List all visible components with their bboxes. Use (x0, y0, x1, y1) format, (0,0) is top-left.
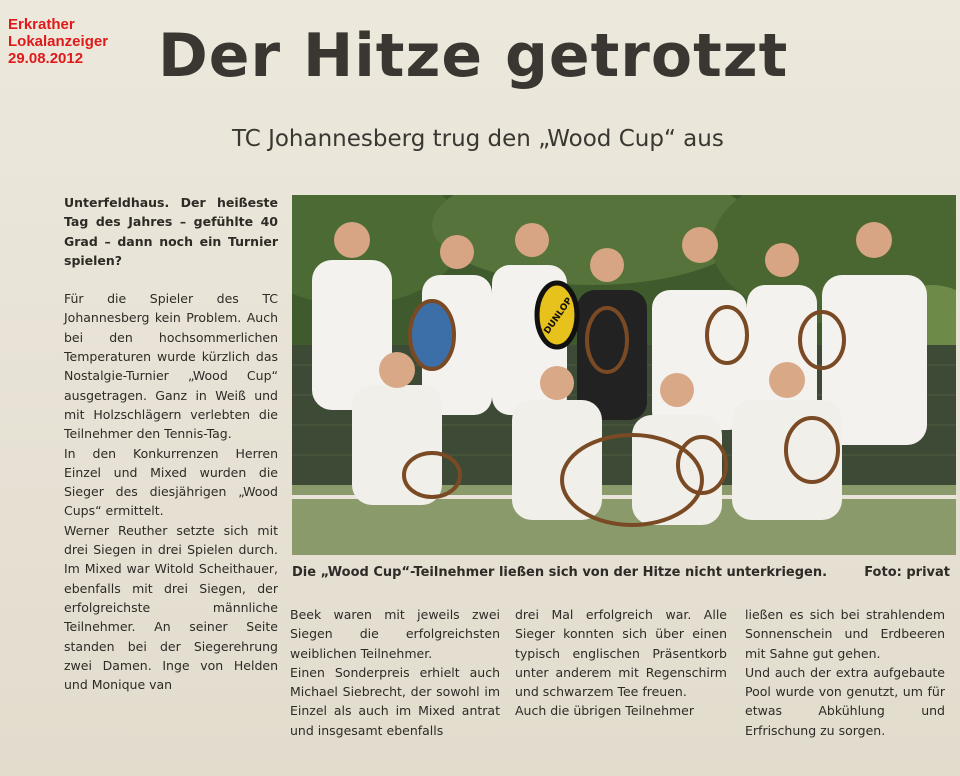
body-paragraph: Einen Sonderpreis erhielt auch Michael Siebrecht, der sowohl im Einzel als auch im Mixed antrat und insgesamt ebenfalls (290, 664, 500, 738)
publication-date: 29.08.2012 (8, 50, 84, 67)
body-paragraph: Und auch der extra aufgebaute Pool wurde von genutzt, um für etwas Abkühlung und Erfrischung zu sorgen. (745, 664, 945, 738)
body-paragraph: Werner Reuther setzte sich mit drei Siegen in drei Spielen durch. Im Mixed war Witold Scheithauer, ebenfalls mit drei Siegen, der erfolgreichste männliche Teilnehmer. An seiner Seite standen bei der Siegerehrung zwei Damen. Inge von Helden und Monique van (64, 522, 278, 693)
source-label (8, 16, 168, 67)
photo-caption: Die „Wood Cup“-Teilnehmer ließen sich von der Hitze nicht unterkriegen. (292, 565, 828, 580)
text-column-2 (290, 605, 500, 740)
team-photo (292, 195, 956, 555)
lead-paragraph: Unterfeldhaus. Der heißeste Tag des Jahres – gefühlte 40 Grad – dann noch ein Turnier spielen? (64, 195, 278, 268)
text-column-4 (745, 605, 945, 740)
body-paragraph: In den Konkurrenzen Herren Einzel und Mixed wurden die Sieger des diesjährigen „Wood Cups“ ermittelt. (64, 445, 278, 519)
text-column-3 (515, 605, 727, 721)
racket-brand: DUNLOP (542, 296, 575, 337)
body-paragraph: ließen es sich bei strahlendem Sonnenschein und Erdbeeren mit Sahne gut gehen. (745, 607, 945, 661)
photo-credit: Foto: privat (864, 565, 950, 580)
headline: Der Hitze getrotzt (158, 21, 789, 91)
subheadline: TC Johannesberg trug den „Wood Cup“ aus (232, 126, 724, 152)
publication-name: Erkrather (8, 16, 75, 33)
body-paragraph: Auch die übrigen Teilnehmer (515, 703, 694, 719)
body-paragraph: Beek waren mit jeweils zwei Siegen die erfolgreichsten weiblichen Teilnehmer. (290, 607, 500, 661)
publication-name-2: Lokalanzeiger (8, 33, 109, 50)
body-paragraph: Für die Spieler des TC Johannesberg kein Problem. Auch bei den hochsommerlichen Temperaturen wurde kürzlich das Nostalgie-Turnier „Wood Cup“ ausgetragen. Ganz in Weiß und mit Holzschlägern verlebten die Teilnehmer den Tennis-Tag. (64, 291, 278, 442)
text-column-1 (64, 193, 278, 694)
photo-caption-line (292, 563, 956, 583)
body-paragraph: drei Mal erfolgreich war. Alle Sieger konnten sich über einen typisch englischen Präsentkorb unter anderem mit Regenschirm und schwarzem Tee freuen. (515, 607, 727, 700)
